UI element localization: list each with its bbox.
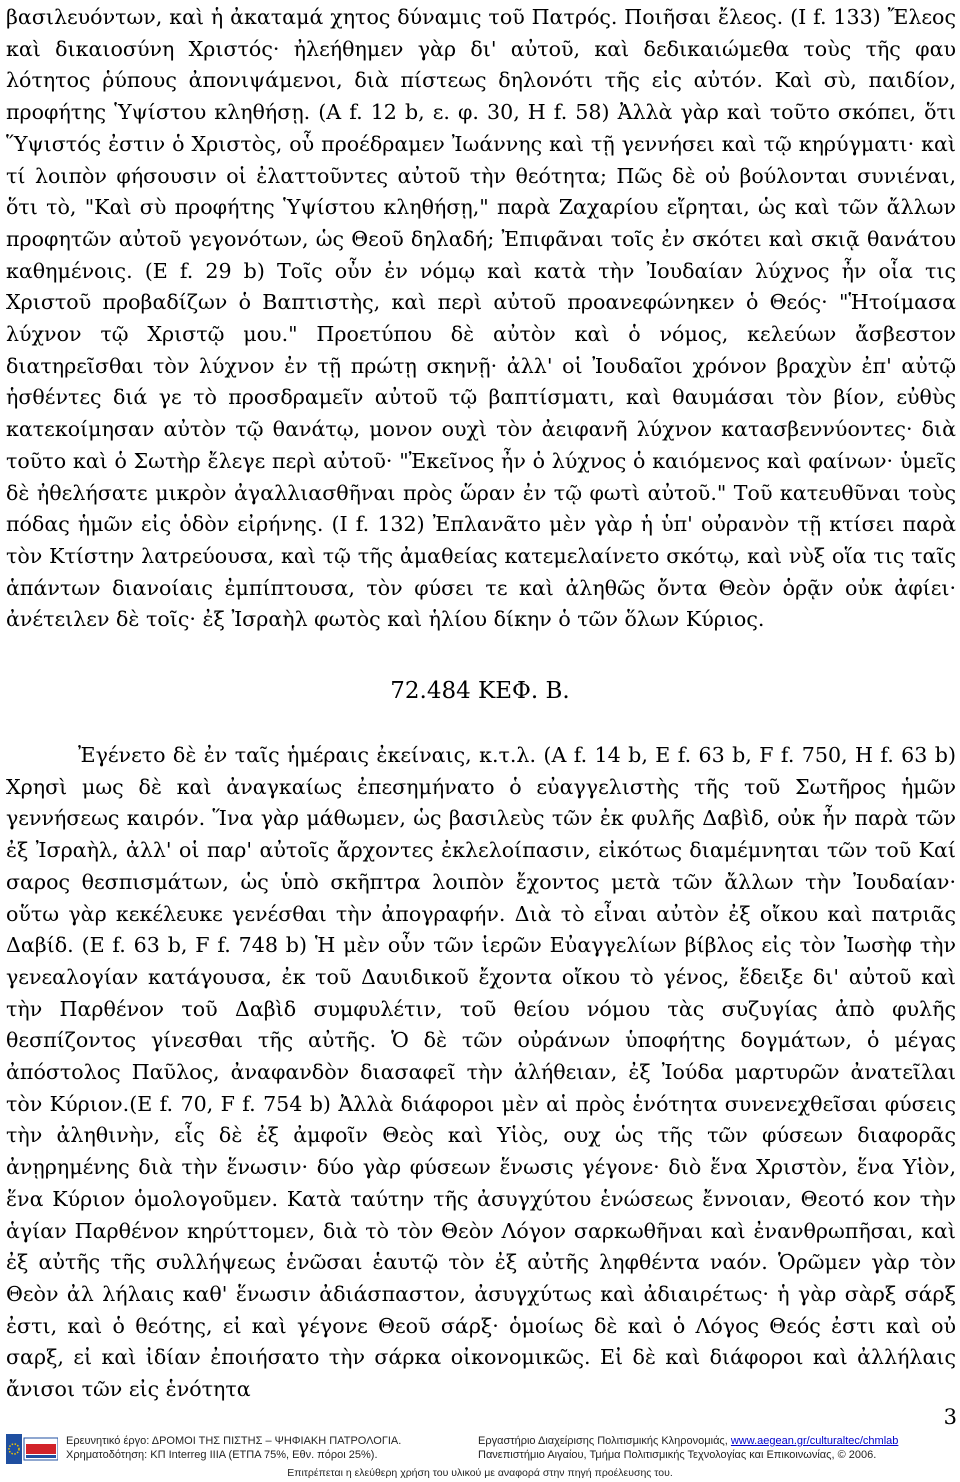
footer-project-line: Ερευνητικό έργο: ΔΡΟΜΟΙ ΤΗΣ ΠΙΣΤΗΣ – ΨΗΦΙΑΚΗ ΠΑΤΡΟΛΟΓΙΑ. (66, 1435, 402, 1447)
footer-lab-info (478, 1434, 898, 1462)
footer-usage-notice: Επιτρέπεται η ελεύθερη χρήση του υλικού με αναφορά στην πηγή προέλευσης του. (287, 1467, 673, 1479)
page-footer (0, 1428, 960, 1482)
page-number: 3 (943, 1405, 957, 1429)
footer-lab-line: Εργαστήριο Διαχείρισης Πολιτισμικής Κληρονομιάς, (478, 1435, 728, 1447)
interreg-logo-icon (6, 1434, 58, 1464)
paragraph-2: Ἐγένετο δὲ ἐν ταῖς ἡμέραις ἐκείναις, κ.τ.λ. (A f. 14 b, E f. 63 b, F f. 750, H f. 63 b) Χρησὶ μως δὲ καὶ ἀναγκαίως ἐπεσημήνατο ὁ εὐαγγελιστὴς τῆς τοῦ Σωτῆρος ἡμῶν γεννήσεως καιρόν. Ἵνα γὰρ μάθωμεν, ὡς βασιλεὺς τῶν ἐκ φυλῆς Δαβὶδ, οὐκ ἦν παρὰ τῶν ἐξ Ἰσραὴλ, ἀλλ' οἱ παρ' αὐτοῖς ἄρχοντες ἐκλελοίπασιν, εἰκότως διαμέμνηται τῶν τοῦ Καί σαρος θεσπισμάτων, ὡς ὑπὸ σκῆπτρα λοιπὸν ἔχοντος μετὰ τῶν ἄλλων τὴν Ἰουδαίαν· οὕτω γὰρ κεκέλευκε γενέσθαι τὴν ἀπογραφήν. Διὰ τὸ εἶναι αὐτὸν ἐξ οἴκου καὶ πατριᾶς Δαβίδ. (E f. 63 b, F f. 748 b) Ἡ μὲν οὖν τῶν ἱερῶν Εὐαγγελίων βίβλος εἰς τὸν Ἰωσὴφ τὴν γενεαλογίαν κατάγουσα, ἐκ τοῦ Δαυιδικοῦ ἔχοντα οἴκου τὸ γένος, ἔδειξε δι' αὐτοῦ καὶ τὴν Παρθένον τοῦ Δαβὶδ συμφυλέτιν, τοῦ θείου νόμου τὰς συζυγίας ἀπὸ φυλῆς θεσπίζοντος γίνεσθαι τῆς αὐτῆς. Ὁ δὲ τῶν οὐράνων ὑποφήτης δογμάτων, ὁ μέγας ἀπόστολος Παῦλος, ἀναφανδὸν διασαφεῖ τὴν ἀλήθειαν, ἐξ Ἰούδα μαρτυρῶν ἀνατεῖλαι τὸν Κύριον.(E f. 70, F f. 754 b) Ἀλλὰ διάφοροι μὲν αἱ πρὸς ἑνότητα συνενεχθεῖσαι φύσεις τὴν ἀληθινὴν, εἷς δὲ ἐξ ἀμφοῖν Θεὸς καὶ Υἱὸς, ουχ ὡς τῆς τῶν φύσεων διαφορᾶς ἀνῃρημένης διὰ τὴν ἕνωσιν· δύο γὰρ φύσεων ἕνωσις γέγονε· διὸ ἕνα Χριστὸν, ἕνα Υἱὸν, ἕνα Κύριον ὁμολογοῦμεν. Κατὰ ταύτην τῆς ἀσυγχύτου ἑνώσεως ἔννοιαν, Θεοτό κον τὴν ἁγίαν Παρθένον κηρύττομεν, διὰ τὸ τὸν Θεὸν Λόγον σαρκωθῆναι καὶ ἐνανθρωπῆσαι, καὶ ἐξ αὐτῆς τῆς συλλήψεως ἑνῶσαι ἑαυτῷ τὸν ἐξ αὐτῆς ληφθέντα ναόν. Ὁρῶμεν γὰρ τὸν Θεὸν ἀλ λήλαις καθ' ἕνωσιν ἀδιάσπαστον, ἀσυγχύτως καὶ ἀδιαιρέτως· ἡ γὰρ σὰρξ σάρξ ἐστι, καὶ ὁ θεότης, εἰ καὶ γέγονε Θεοῦ σάρξ· ὁμοίως δὲ καὶ ὁ Λόγος Θεός ἐστι καὶ οὐ σαρξ, εἰ καὶ ἰδίαν ἐποιήσατο τὴν σάρκα οἰκονομικῶς. Εἰ δὲ καὶ διάφοροι καὶ ἀλλήλαις ἄνισοι τῶν εἰς ἑνότητα (6, 743, 956, 1402)
paragraph-1: βασιλευόντων, καὶ ἡ ἀκαταμά χητος δύναμις τοῦ Πατρός. Ποιῆσαι ἔλεος. (I f. 133) Ἔλεος καὶ δικαιοσύνη Χριστός· ἠλεήθημεν γὰρ δι' αὐτοῦ, καὶ δεδικαιώμεθα τοὺς τῆς φαυ λότητος ῥύπους ἀπονιψάμενοι, διὰ πίστεως δηλονότι τῆς εἰς αὐτόν. Καὶ σὺ, παιδίον, προφήτης Ὑψίστου κληθήσῃ. (A f. 12 b, ε. φ. 30, H f. 58) Ἀλλὰ γὰρ καὶ τοῦτο σκόπει, ὅτι Ὕψιστός ἐστιν ὁ Χριστὸς, οὗ προέδραμεν Ἰωάννης καὶ τῇ γεννήσει καὶ τῷ κηρύγματι· καὶ τί λοιπὸν φήσουσιν οἱ ἐλαττοῦντες αὐτοῦ τὴν θεότητα; Πῶς δὲ οὐ βούλονται συνιέναι, ὅτι τὸ, "Καὶ σὺ προφήτης Ὑψίστου κληθήσῃ," παρὰ Ζαχαρίου εἴρηται, ὡς καὶ τῶν ἄλλων προφητῶν αὐτοῦ γεγονότων, ὡς Θεοῦ δηλαδή; Ἐπιφᾶναι τοῖς ἐν σκότει καὶ σκιᾷ θανάτου καθημένοις. (E f. 29 b) Τοῖς οὖν ἐν νόμῳ καὶ κατὰ τὴν Ἰουδαίαν λύχνος ἦν οἷα τις Χριστοῦ προβαδίζων ὁ Βαπτιστὴς, καὶ περὶ αὐτοῦ προανεφώνηκεν ὁ Θεός· "Ἡτοίμασα λύχνον τῷ Χριστῷ μου." Προετύπου δὲ αὐτὸν καὶ ὁ νόμος, κελεύων ἄσβεστον διατηρεῖσθαι τὸν λύχνον ἐν τῇ πρώτῃ σκηνῇ· ἀλλ' οἱ Ἰουδαῖοι χρόνον βραχὺν ἐπ' αὐτῷ ἡσθέντες διά γε τὸ προσδραμεῖν αὐτοῦ τῷ βαπτίσματι, καὶ θαυμάσαι τὸν βίον, εὐθὺς κατεκοίμησαν αὐτὸν τῷ θανάτῳ, μονον ουχὶ τὸν ἀειφανῆ λύχνον κατασβεννύοντες· διὰ τοῦτο καὶ ὁ Σωτὴρ ἔλεγε περὶ αὐτοῦ· "Ἐκεῖνος ἦν ὁ λύχνος ὁ καιόμενος καὶ φαίνων· ὑμεῖς δὲ ἠθελήσατε μικρὸν ἀγαλλιασθῆναι πρὸς ὥραν ἐν τῷ φωτὶ αὐτοῦ." Τοῦ κατευθῦναι τοὺς πόδας ἡμῶν εἰς ὁδὸν εἰρήνης. (I f. 132) Ἐπλανᾶτο μὲν γὰρ ἡ ὑπ' οὐρανὸν τῇ κτίσει παρὰ τὸν Κτίστην λατρεύουσα, καὶ τῷ τῆς ἀμαθείας κατεμελαίνετο σκότῳ, καὶ νὺξ οἵα τις ταῖς ἁπάντων διανοίαις ἐμπίπτουσα, τὸν φύσει τε καὶ ἀληθῶς ὄντα Θεὸν ὁρᾷν οὐκ ἀφίει· ἀνέτειλεν δὲ τοῖς· ἐξ Ἰσραὴλ φωτὸς καὶ ἡλίου δίκην ὁ τῶν ὅλων Κύριος. (6, 5, 956, 632)
section-heading: 72.484 ΚΕΦ. Β. (390, 678, 570, 704)
footer-university-line: Πανεπιστήμιο Αιγαίου, Τμήμα Πολιτισμικής Τεχνολογίας και Επικοινωνίας, © 2006. (478, 1449, 877, 1461)
footer-project-info (66, 1434, 401, 1462)
footer-funding-line: Χρηματοδότηση: ΚΠ Interreg IIIA (ΕΤΠΑ 75%, Εθν. πόροι 25%). (66, 1449, 378, 1461)
footer-lab-url-link[interactable]: www.aegean.gr/culturaltec/chmlab (730, 1435, 899, 1447)
